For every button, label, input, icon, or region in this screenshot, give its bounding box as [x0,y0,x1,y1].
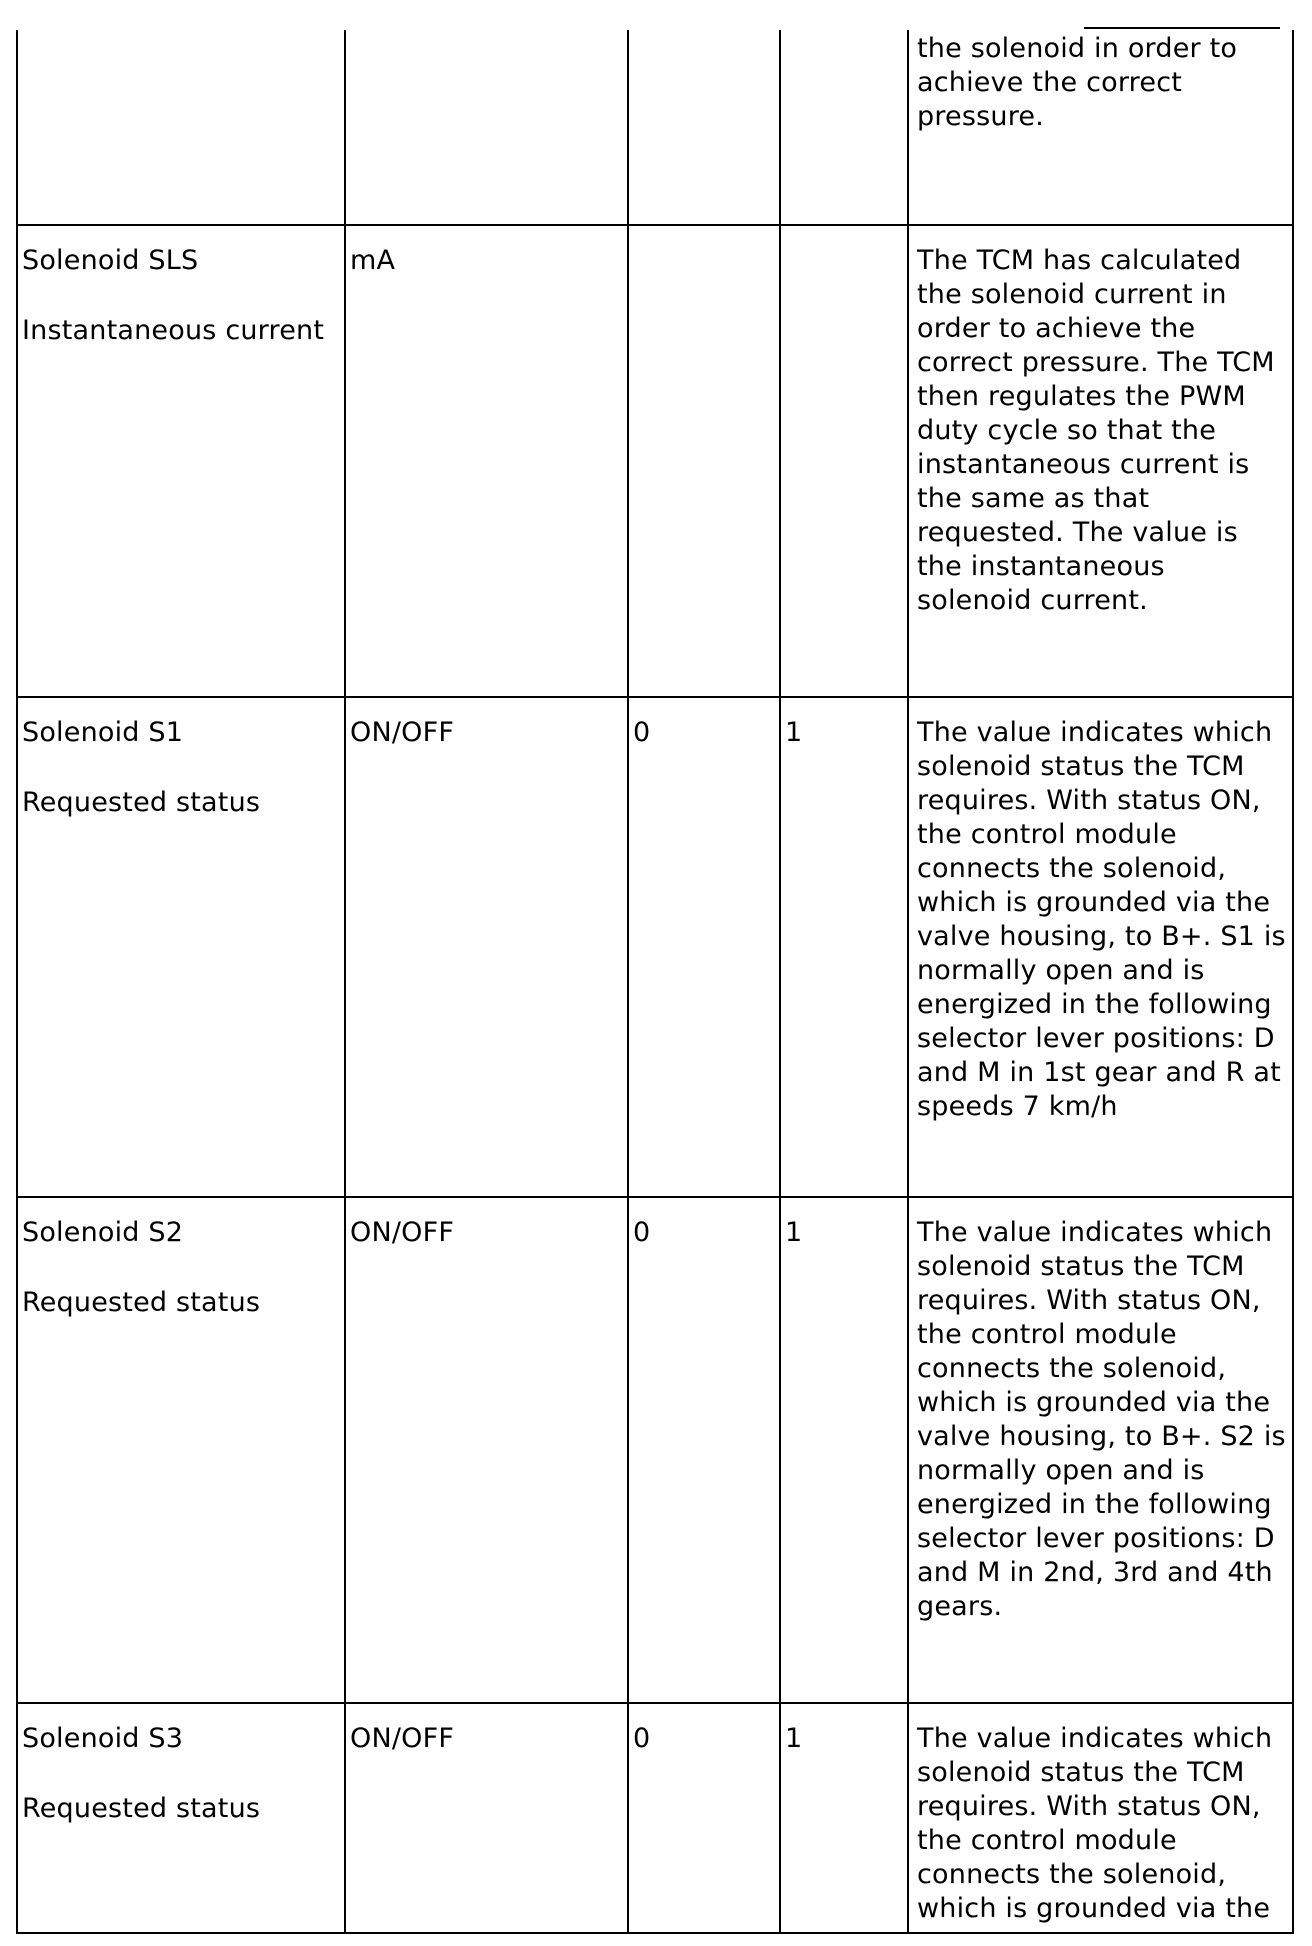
min-value [629,30,779,32]
min-value: 0 [633,1217,651,1248]
min-cell [628,1703,780,1933]
unit-value: ON/OFF [350,717,455,748]
parameter-subtitle: Instantaneous current [22,315,325,346]
table-row [17,1703,1293,1933]
description-cell [908,225,1293,697]
description-cell [908,1197,1293,1703]
unit-cell [345,1197,628,1703]
max-cell [780,1703,908,1933]
min-value [629,226,779,244]
description-cell [908,30,1293,225]
table-top-edge-fragment [1084,27,1280,29]
parameter-name-cell [17,697,345,1197]
max-cell [780,1197,908,1703]
description-cell [908,697,1293,1197]
parameter-name-cell [17,1197,345,1703]
unit-value: ON/OFF [350,1723,455,1754]
max-value: 1 [785,1217,803,1248]
min-value: 0 [633,1723,651,1754]
parameter-subtitle: Requested status [22,1793,261,1824]
unit-cell [345,697,628,1197]
unit-value: ON/OFF [350,1217,455,1248]
parameter-name-cell [17,30,345,225]
max-cell [780,30,908,225]
max-value [781,226,907,244]
max-cell [780,225,908,697]
parameter-table [16,30,1294,1934]
min-cell [628,30,780,225]
parameter-table-page [16,30,1292,1926]
table-row [17,30,1293,225]
unit-cell [345,225,628,697]
unit-cell [345,1703,628,1933]
table-row [17,697,1293,1197]
unit-value: mA [350,245,396,276]
table-row [17,1197,1293,1703]
table-row [17,225,1293,697]
parameter-name: Solenoid S3 [22,1723,184,1754]
unit-value [346,30,627,32]
min-cell [628,1197,780,1703]
description-text: The value indicates which solenoid status the TCM requires. With status ON, the control module connects the solenoid, which is grounded via the [917,1723,1273,1924]
parameter-name: Solenoid SLS [22,245,199,276]
min-cell [628,697,780,1197]
description-text: the solenoid in order to achieve the correct pressure. [917,33,1238,132]
description-text: The TCM has calculated the solenoid current in order to achieve the correct pressure. The TCM then regulates the PWM duty cycle so that the instantaneous current is the same as that requested. The value is the instantaneous solenoid current. [917,245,1275,616]
parameter-name-cell [17,225,345,697]
parameter-name: Solenoid S1 [22,717,184,748]
parameter-name: Solenoid S2 [22,1217,184,1248]
parameter-subtitle: Requested status [22,787,261,818]
description-cell [908,1703,1293,1933]
parameter-subtitle: Requested status [22,1287,261,1318]
max-value: 1 [785,717,803,748]
max-cell [780,697,908,1197]
max-value: 1 [785,1723,803,1754]
description-text: The value indicates which solenoid status the TCM requires. With status ON, the control module connects the solenoid, which is grounded via the valve housing, to B+. S1 is normally open and is energized in the following selector lever positions: D and M in 1st gear and R at speeds 7 km/h [917,717,1286,1122]
unit-cell [345,30,628,225]
min-cell [628,225,780,697]
max-value [781,30,907,32]
min-value: 0 [633,717,651,748]
parameter-name-cell [17,1703,345,1933]
description-text: The value indicates which solenoid status the TCM requires. With status ON, the control module connects the solenoid, which is grounded via the valve housing, to B+. S2 is normally open and is energized in the following selector lever positions: D and M in 2nd, 3rd and 4th gears. [917,1217,1286,1622]
